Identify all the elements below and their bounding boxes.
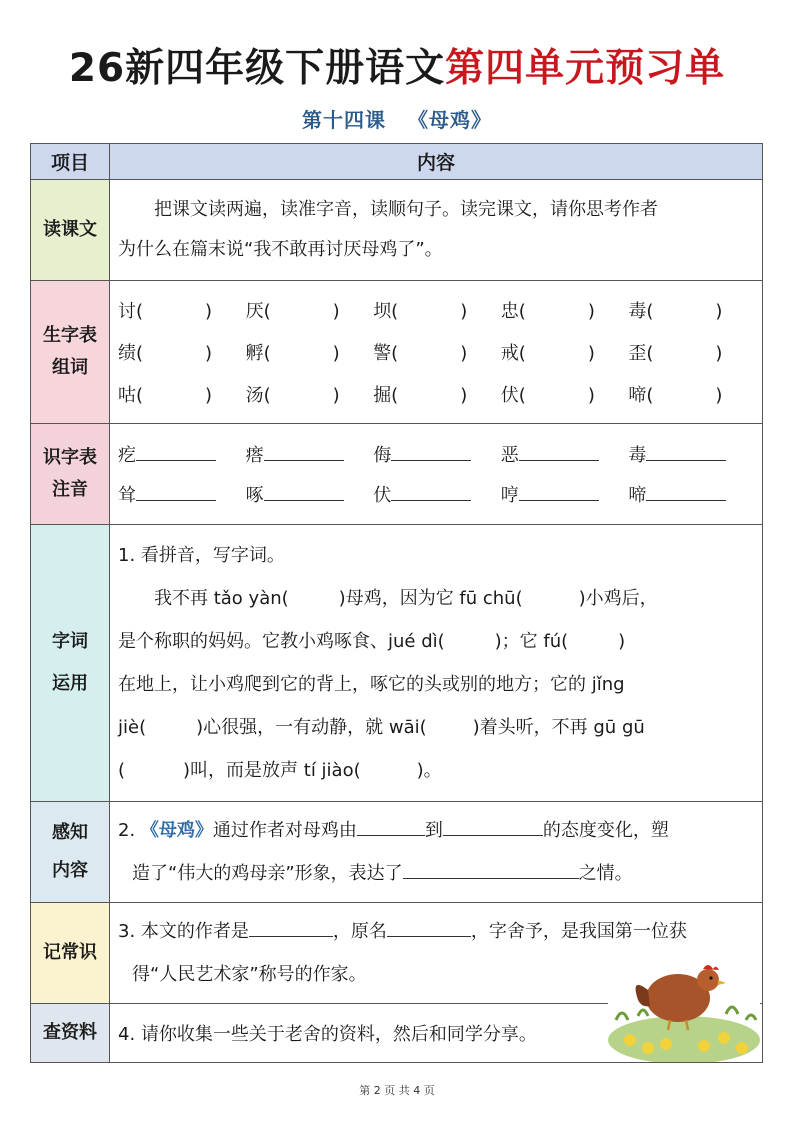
paren-close: ) (460, 343, 468, 364)
pinyin-blank[interactable] (264, 442, 344, 461)
paren-close: ) (460, 385, 468, 406)
word-slot: 警( (373, 343, 399, 364)
word-slot: 孵( (245, 343, 271, 364)
ganzhi-text: 到 (424, 820, 443, 841)
pinyin-blank[interactable] (391, 482, 471, 501)
ciyu-text: ( (118, 760, 126, 781)
word-slot: 绩( (118, 343, 144, 364)
ciyu-text: )；它 fú( (494, 631, 569, 652)
shengzi-row (118, 331, 756, 373)
ciyu-text: 是个称职的妈妈。它教小鸡啄食、jué dì( (118, 631, 445, 652)
chick (736, 1042, 748, 1054)
ganzhi-text: 之情。 (578, 863, 633, 884)
word-slot: 坝( (373, 301, 399, 322)
pinyin-blank[interactable] (646, 442, 726, 461)
shizi-row (118, 434, 756, 474)
label-read: 读课文 (31, 180, 110, 281)
paren-close: ) (332, 301, 340, 322)
read-line-1: 把课文读两遍，读准字音，读顺句子。读完课文，请你思考作者 (154, 199, 658, 220)
pinyin-blank[interactable] (519, 482, 599, 501)
header-item: 项目 (31, 144, 110, 180)
char: 耸 (118, 485, 136, 506)
lesson-name: 《母鸡》 (408, 108, 492, 132)
read-content (110, 180, 763, 281)
shengzi-content (110, 281, 763, 424)
char: 侮 (373, 445, 392, 466)
ganzhi-text: 造了“伟大的鸡母亲”形象，表达了 (132, 863, 403, 884)
label-shengzi (31, 281, 110, 424)
header-content: 内容 (110, 144, 763, 180)
ciyu-text: ) (618, 631, 626, 652)
word-slot: 忠( (500, 301, 526, 322)
char: 疙 (118, 445, 136, 466)
paren-close: ) (205, 343, 213, 364)
changshi-line-2: 得“人民艺术家”称号的作家。 (132, 964, 367, 985)
ganzhi-text: 的态度变化，塑 (542, 820, 669, 841)
changshi-text: 3. 本文的作者是 (118, 921, 249, 942)
char: 哼 (500, 485, 519, 506)
word-slot: 汤( (245, 385, 271, 406)
pinyin-blank[interactable] (391, 442, 471, 461)
table-header (31, 144, 763, 180)
row-read (31, 180, 763, 281)
preview-table (30, 143, 763, 1063)
answer-blank[interactable] (357, 817, 425, 836)
hen-illustration (608, 950, 760, 1062)
changshi-line-1 (118, 910, 756, 953)
answer-blank[interactable] (403, 860, 579, 879)
char: 恶 (500, 445, 519, 466)
label-ganzhi-2: 内容 (52, 860, 88, 881)
pinyin-blank[interactable] (264, 482, 344, 501)
word-slot: 毒( (628, 301, 654, 322)
hen-eye (709, 976, 712, 979)
row-shengzi (31, 281, 763, 424)
label-ganzhi (31, 802, 110, 903)
hen-head (697, 969, 719, 991)
shizi-row (118, 474, 756, 514)
label-shizi-1: 识字表 (43, 447, 97, 468)
word-slot: 咕( (118, 385, 144, 406)
char: 伏 (373, 485, 392, 506)
paren-close: ) (587, 343, 595, 364)
row-ciyu (31, 525, 763, 802)
shizi-content (110, 424, 763, 525)
word-slot: 伏( (500, 385, 526, 406)
page-footer: 第 2 页 共 4 页 (359, 1084, 435, 1097)
label-ziliao: 查资料 (31, 1004, 110, 1063)
label-ciyu (31, 525, 110, 802)
paren-close: ) (587, 301, 595, 322)
ciyu-text: 我不再 tǎo yàn( (154, 588, 289, 609)
chick (660, 1038, 672, 1050)
paren-close: ) (332, 385, 340, 406)
char: 毒 (628, 445, 647, 466)
shengzi-row (118, 373, 756, 415)
ciyu-text: )心很强，一有动静，就 wāi( (196, 717, 427, 738)
title-black: 26新四年级下册语文 (68, 46, 446, 91)
answer-blank[interactable] (387, 918, 471, 937)
paren-close: ) (715, 301, 723, 322)
word-slot: 掘( (373, 385, 399, 406)
ganzhi-line-2 (118, 852, 756, 895)
label-ciyu-2: 运用 (52, 673, 88, 694)
char: 啄 (245, 485, 264, 506)
changshi-text: ，字舍予，是我国第一位获 (470, 921, 687, 942)
paren-close: ) (205, 385, 213, 406)
lesson-title-ref: 《母鸡》 (140, 820, 213, 841)
row-shizi (31, 424, 763, 525)
ciyu-text: jiè( (118, 717, 147, 738)
ciyu-text: )叫，而是放声 tí jiào( (183, 760, 361, 781)
ganzhi-content (110, 802, 763, 903)
label-changshi: 记常识 (31, 903, 110, 1004)
shengzi-row (118, 289, 756, 331)
label-shengzi-2: 组词 (52, 357, 88, 378)
paren-close: ) (460, 301, 468, 322)
page-subtitle (0, 104, 794, 133)
changshi-text: ，原名 (332, 921, 387, 942)
chick (718, 1032, 730, 1044)
shizi-grid (118, 434, 756, 514)
pinyin-blank[interactable] (646, 482, 726, 501)
label-shengzi-1: 生字表 (43, 325, 97, 346)
ziliao-text: 4. 请你收集一些关于老舍的资料，然后和同学分享。 (118, 1024, 537, 1045)
ciyu-question: 1. 看拼音，写字词。 (118, 545, 285, 566)
label-shizi (31, 424, 110, 525)
pinyin-blank[interactable] (136, 482, 216, 501)
chick (624, 1034, 636, 1046)
title-red: 第四单元预习单 (445, 46, 726, 91)
ciyu-text: )母鸡，因为它 fū chū( (338, 588, 523, 609)
ciyu-line-1 (118, 577, 756, 620)
label-ganzhi-1: 感知 (52, 822, 88, 843)
char: 啼 (628, 485, 647, 506)
page-title (0, 44, 794, 94)
chick (698, 1040, 710, 1052)
ciyu-text: )。 (416, 760, 442, 781)
row-ganzhi (31, 802, 763, 903)
paren-close: ) (587, 385, 595, 406)
ciyu-line-5 (118, 749, 756, 792)
ciyu-content (110, 525, 763, 802)
ciyu-text: )着头听，不再 gū gū (472, 717, 645, 738)
shengzi-grid (118, 289, 756, 415)
label-ciyu-1: 字词 (52, 631, 88, 652)
char: 瘩 (245, 445, 264, 466)
word-slot: 厌( (245, 301, 271, 322)
word-slot: 讨( (118, 301, 144, 322)
ganzhi-text: 通过作者对母鸡由 (212, 820, 357, 841)
ganzhi-line-1 (118, 809, 756, 852)
question-number: 2. (118, 820, 136, 841)
paren-close: ) (715, 343, 723, 364)
read-line-2 (118, 230, 756, 270)
word-slot: 啼( (628, 385, 654, 406)
paren-close: ) (332, 343, 340, 364)
label-shizi-2: 注音 (52, 479, 88, 500)
pinyin-blank[interactable] (519, 442, 599, 461)
ciyu-text: )小鸡后， (578, 588, 658, 609)
ciyu-line-2 (118, 620, 756, 663)
chick (642, 1042, 654, 1054)
word-slot: 歪( (628, 343, 654, 364)
answer-blank[interactable] (443, 817, 543, 836)
lesson-number: 第十四课 (302, 108, 386, 132)
read-line-2-text: 为什么在篇末说“我不敢再讨厌母鸡了”。 (118, 239, 443, 260)
answer-blank[interactable] (249, 918, 333, 937)
word-slot: 戒( (500, 343, 526, 364)
paren-close: ) (715, 385, 723, 406)
pinyin-blank[interactable] (136, 442, 216, 461)
ciyu-line-4 (118, 706, 756, 749)
paren-close: ) (205, 301, 213, 322)
ciyu-line-3: 在地上，让小鸡爬到它的背上，啄它的头或别的地方；它的 jǐng (118, 674, 625, 695)
